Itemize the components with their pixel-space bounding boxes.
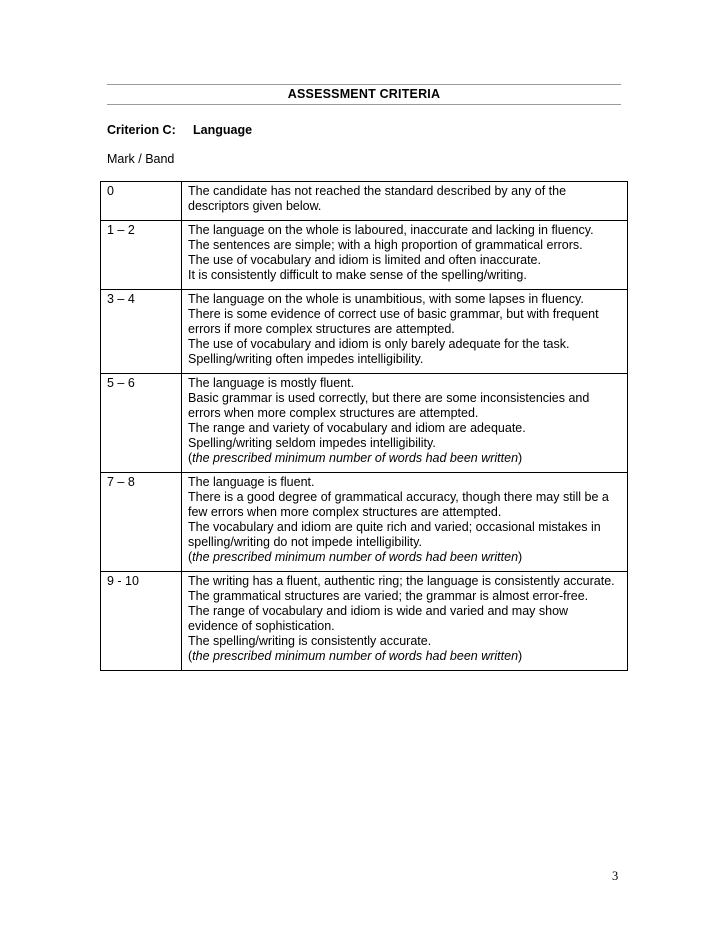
descriptor-cell: [182, 374, 628, 473]
page-number: 3: [612, 869, 619, 883]
band-cell: 7 – 8: [101, 473, 182, 572]
criterion-label: Criterion C:: [107, 123, 176, 137]
criterion-name: Language: [193, 123, 253, 137]
descriptor-cell: [182, 182, 628, 221]
criteria-row: [101, 290, 628, 374]
descriptor-line: The candidate has not reached the standard described by any of the descriptors given below.: [188, 184, 567, 213]
header-bottom-rule: [107, 104, 621, 105]
descriptor-line: The language is fluent.: [188, 475, 315, 489]
descriptor-line: The language on the whole is unambitious, with some lapses in fluency.: [188, 292, 584, 306]
criteria-row: [101, 374, 628, 473]
mark-band-heading: Mark / Band: [107, 152, 175, 166]
descriptor-cell: [182, 473, 628, 572]
criteria-table: [100, 181, 628, 671]
descriptor-cell: [182, 221, 628, 290]
criteria-row: [101, 221, 628, 290]
band-cell: 0: [101, 182, 182, 221]
note-text: the prescribed minimum number of words had been written: [192, 550, 519, 564]
descriptor-line: There is a good degree of grammatical accuracy, though there may still be a few errors when more complex structures are attempted.: [188, 490, 609, 519]
descriptor-line: The range of vocabulary and idiom is wide and varied and may show evidence of sophistication.: [188, 604, 569, 633]
descriptor-line: The range and variety of vocabulary and idiom are adequate.: [188, 421, 526, 435]
criteria-row: [101, 572, 628, 671]
descriptor-line: The use of vocabulary and idiom is only barely adequate for the task.: [188, 337, 570, 351]
band-cell: 1 – 2: [101, 221, 182, 290]
descriptor-line: The language on the whole is laboured, inaccurate and lacking in fluency.: [188, 223, 594, 237]
descriptor-line: The vocabulary and idiom are quite rich and varied; occasional mistakes in spelling/writing do not impede intelligibility.: [188, 520, 601, 549]
criteria-row: [101, 473, 628, 572]
descriptor-line: The spelling/writing is consistently accurate.: [188, 634, 432, 648]
criteria-row: [101, 182, 628, 221]
descriptor-line: There is some evidence of correct use of basic grammar, but with frequent errors if more complex structures are attempted.: [188, 307, 599, 336]
descriptor-line: The grammatical structures are varied; the grammar is almost error-free.: [188, 589, 589, 603]
band-cell: 9 - 10: [101, 572, 182, 671]
word-count-note: (the prescribed minimum number of words had been written): [188, 649, 523, 663]
descriptor-line: The writing has a fluent, authentic ring; the language is consistently accurate.: [188, 574, 615, 588]
descriptor-line: The language is mostly fluent.: [188, 376, 355, 390]
descriptor-line: The sentences are simple; with a high proportion of grammatical errors.: [188, 238, 583, 252]
descriptor-line: It is consistently difficult to make sense of the spelling/writing.: [188, 268, 527, 282]
band-cell: 3 – 4: [101, 290, 182, 374]
word-count-note: (the prescribed minimum number of words had been written): [188, 451, 523, 465]
header-top-rule: [107, 84, 621, 85]
descriptor-line: Spelling/writing often impedes intelligibility.: [188, 352, 424, 366]
descriptor-cell: [182, 572, 628, 671]
word-count-note: (the prescribed minimum number of words had been written): [188, 550, 523, 564]
descriptor-cell: [182, 290, 628, 374]
page-title: ASSESSMENT CRITERIA: [287, 87, 441, 101]
note-text: the prescribed minimum number of words had been written: [192, 649, 519, 663]
descriptor-line: The use of vocabulary and idiom is limited and often inaccurate.: [188, 253, 541, 267]
descriptor-line: Basic grammar is used correctly, but there are some inconsistencies and errors when more complex structures are attempted.: [188, 391, 590, 420]
band-cell: 5 – 6: [101, 374, 182, 473]
descriptor-line: Spelling/writing seldom impedes intelligibility.: [188, 436, 436, 450]
note-text: the prescribed minimum number of words had been written: [192, 451, 519, 465]
criterion-heading: [107, 123, 253, 137]
